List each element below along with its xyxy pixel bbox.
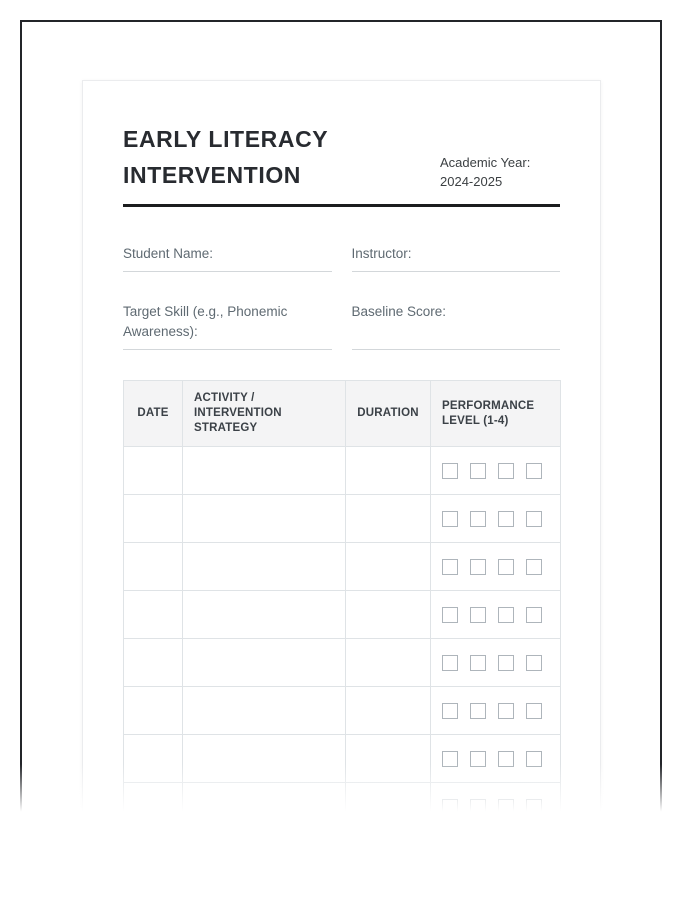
duration-cell[interactable] <box>346 591 431 639</box>
performance-level-checkbox[interactable] <box>498 607 514 623</box>
performance-cell[interactable] <box>431 495 561 543</box>
performance-level-checkbox[interactable] <box>470 655 486 671</box>
instructor-label: Instructor: <box>351 246 412 261</box>
date-cell[interactable] <box>124 687 183 735</box>
performance-level-checkbox[interactable] <box>498 655 514 671</box>
field-instructor <box>352 244 561 272</box>
activity-cell[interactable] <box>183 735 346 783</box>
header-divider <box>123 204 560 207</box>
performance-level-checkbox[interactable] <box>442 607 458 623</box>
duration-cell[interactable] <box>346 735 431 783</box>
performance-cell[interactable] <box>431 543 561 591</box>
performance-cell[interactable] <box>431 591 561 639</box>
performance-checkbox-group <box>442 559 549 575</box>
duration-cell[interactable] <box>346 495 431 543</box>
instructor-input-line[interactable] <box>352 264 561 272</box>
performance-checkbox-group <box>442 607 549 623</box>
activity-cell[interactable] <box>183 591 346 639</box>
form-fields <box>123 244 560 350</box>
performance-level-checkbox[interactable] <box>442 511 458 527</box>
activity-cell[interactable] <box>183 687 346 735</box>
field-target-skill <box>123 302 332 350</box>
target-skill-input-line[interactable] <box>123 342 332 350</box>
activity-cell[interactable] <box>183 639 346 687</box>
performance-level-checkbox[interactable] <box>442 751 458 767</box>
duration-cell[interactable] <box>346 639 431 687</box>
academic-year-label: Academic Year: <box>440 155 531 170</box>
field-student-name <box>123 244 332 272</box>
duration-cell[interactable] <box>346 447 431 495</box>
table-row <box>124 591 561 639</box>
table-row <box>124 543 561 591</box>
column-header-duration: DURATION <box>346 381 431 447</box>
performance-checkbox-group <box>442 703 549 719</box>
performance-level-checkbox[interactable] <box>526 751 542 767</box>
duration-cell[interactable] <box>346 543 431 591</box>
column-header-date: DATE <box>124 381 183 447</box>
performance-cell[interactable] <box>431 687 561 735</box>
student-name-input-line[interactable] <box>123 264 332 272</box>
student-name-label: Student Name: <box>123 246 214 261</box>
performance-level-checkbox[interactable] <box>498 751 514 767</box>
performance-cell[interactable] <box>431 735 561 783</box>
performance-level-checkbox[interactable] <box>498 799 514 813</box>
form-page <box>82 80 601 812</box>
baseline-score-label: Baseline Score: <box>351 304 447 319</box>
performance-level-checkbox[interactable] <box>498 559 514 575</box>
activity-cell[interactable] <box>183 495 346 543</box>
performance-level-checkbox[interactable] <box>526 607 542 623</box>
performance-level-checkbox[interactable] <box>498 463 514 479</box>
table-row <box>124 447 561 495</box>
page-title: EARLY LITERACY INTERVENTION <box>123 126 328 188</box>
date-cell[interactable] <box>124 783 183 813</box>
performance-level-checkbox[interactable] <box>526 559 542 575</box>
date-cell[interactable] <box>124 591 183 639</box>
performance-checkbox-group <box>442 799 549 813</box>
intervention-log-table <box>123 380 561 812</box>
column-header-activity: ACTIVITY / INTERVENTION STRATEGY <box>183 381 346 447</box>
date-cell[interactable] <box>124 543 183 591</box>
performance-level-checkbox[interactable] <box>498 511 514 527</box>
performance-level-checkbox[interactable] <box>526 655 542 671</box>
duration-cell[interactable] <box>346 783 431 813</box>
performance-level-checkbox[interactable] <box>470 751 486 767</box>
performance-checkbox-group <box>442 655 549 671</box>
performance-level-checkbox[interactable] <box>470 799 486 813</box>
table-row <box>124 735 561 783</box>
performance-checkbox-group <box>442 511 549 527</box>
table-row <box>124 687 561 735</box>
academic-year-block <box>440 153 560 193</box>
activity-cell[interactable] <box>183 543 346 591</box>
field-baseline-score <box>352 302 561 350</box>
table-row <box>124 639 561 687</box>
date-cell[interactable] <box>124 639 183 687</box>
academic-year-value: 2024-2025 <box>440 174 503 189</box>
date-cell[interactable] <box>124 495 183 543</box>
performance-level-checkbox[interactable] <box>470 511 486 527</box>
table-header-row <box>124 381 561 447</box>
activity-cell[interactable] <box>183 783 346 813</box>
performance-level-checkbox[interactable] <box>526 511 542 527</box>
performance-level-checkbox[interactable] <box>442 463 458 479</box>
performance-level-checkbox[interactable] <box>442 655 458 671</box>
date-cell[interactable] <box>124 447 183 495</box>
performance-checkbox-group <box>442 463 549 479</box>
table-row <box>124 783 561 813</box>
performance-level-checkbox[interactable] <box>470 703 486 719</box>
performance-level-checkbox[interactable] <box>526 463 542 479</box>
performance-level-checkbox[interactable] <box>442 703 458 719</box>
duration-cell[interactable] <box>346 687 431 735</box>
document-viewport <box>20 20 662 812</box>
performance-level-checkbox[interactable] <box>470 463 486 479</box>
performance-level-checkbox[interactable] <box>526 799 542 813</box>
performance-level-checkbox[interactable] <box>526 703 542 719</box>
date-cell[interactable] <box>124 735 183 783</box>
table-row <box>124 495 561 543</box>
form-header <box>123 121 560 193</box>
performance-checkbox-group <box>442 751 549 767</box>
performance-level-checkbox[interactable] <box>442 799 458 813</box>
column-header-performance: PERFORMANCE LEVEL (1-4) <box>431 381 561 447</box>
performance-cell[interactable] <box>431 783 561 813</box>
performance-cell[interactable] <box>431 639 561 687</box>
performance-level-checkbox[interactable] <box>470 607 486 623</box>
target-skill-label: Target Skill (e.g., Phonemic Awareness): <box>123 304 288 339</box>
performance-level-checkbox[interactable] <box>470 559 486 575</box>
performance-cell[interactable] <box>431 447 561 495</box>
baseline-score-input-line[interactable] <box>352 342 561 350</box>
performance-level-checkbox[interactable] <box>442 559 458 575</box>
performance-level-checkbox[interactable] <box>498 703 514 719</box>
activity-cell[interactable] <box>183 447 346 495</box>
